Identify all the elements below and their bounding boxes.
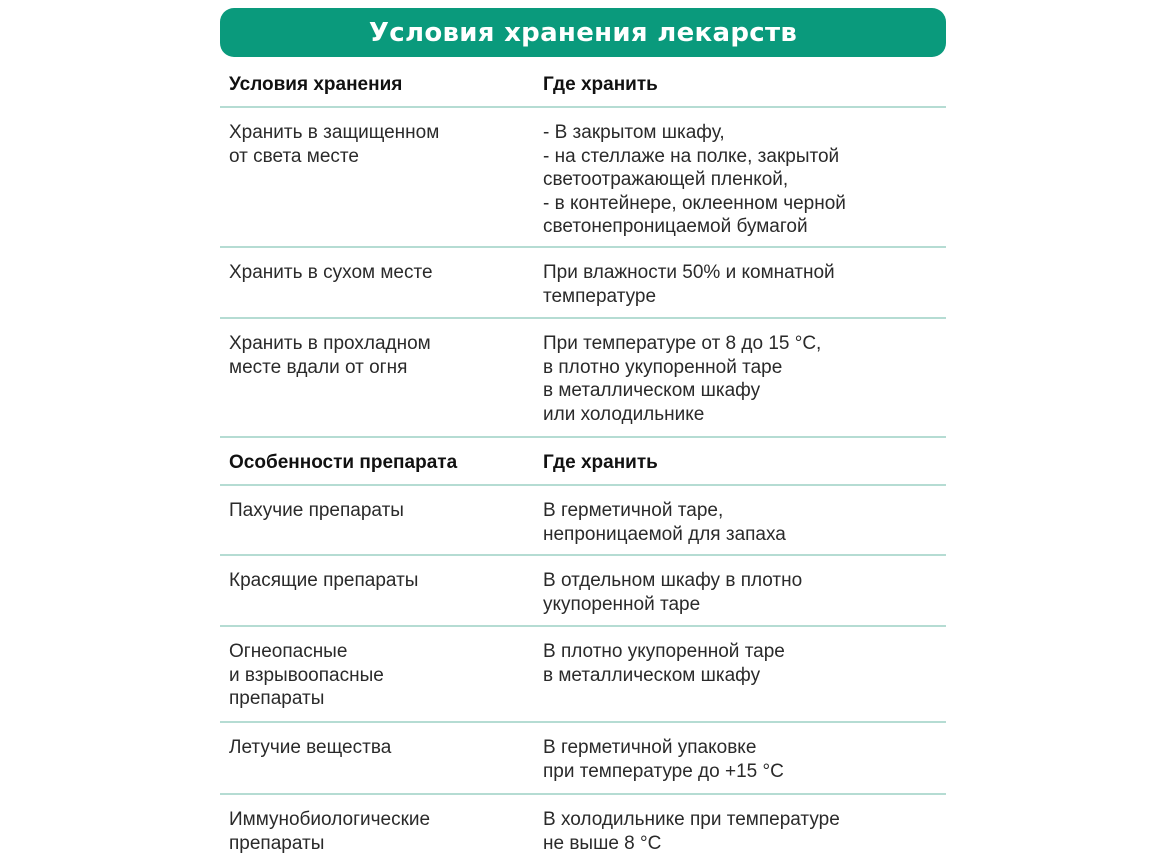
table-row (220, 486, 946, 556)
condition-cell-line: Хранить в прохладном (229, 333, 431, 354)
condition-cell-line: Летучие вещества (229, 737, 392, 758)
where-cell (533, 121, 946, 246)
condition-cell (220, 332, 533, 436)
where-cell (533, 332, 946, 436)
where-cell-line: или холодильнике (543, 403, 705, 425)
where-cell-line: В плотно укупоренной таре (543, 641, 785, 662)
where-cell (533, 640, 946, 721)
condition-cell-line: Хранить в защищенном (229, 122, 440, 143)
condition-cell (220, 808, 533, 864)
where-cell-line: в плотно укупоренной таре (543, 356, 783, 378)
table-row (220, 319, 946, 438)
where-cell-line: укупоренной таре (543, 593, 701, 615)
where-cell-line: - В закрытом шкафу, (543, 122, 725, 143)
where-cell-line: В герметичной упаковке (543, 737, 757, 758)
table-header-row (220, 438, 946, 486)
where-cell-line: При температуре от 8 до 15 °С, (543, 333, 822, 354)
where-cell (533, 261, 946, 317)
table-row (220, 627, 946, 723)
condition-cell (220, 121, 533, 246)
where-cell-line: В герметичной таре, (543, 500, 724, 521)
where-cell-line: не выше 8 °С (543, 832, 662, 854)
where-cell-line: - в контейнере, оклеенном черной (543, 192, 846, 214)
table-header-row (220, 60, 946, 108)
where-cell (533, 569, 946, 625)
where-cell-line: В холодильнике при температуре (543, 809, 840, 830)
table-row (220, 795, 946, 864)
storage-table (220, 60, 946, 864)
where-cell-line: при температуре до +15 °С (543, 760, 784, 782)
condition-cell-line: Хранить в сухом месте (229, 262, 433, 283)
where-cell (533, 736, 946, 793)
condition-cell-line: Огнеопасные (229, 641, 348, 662)
condition-cell-line: и взрывоопасные (229, 664, 384, 686)
table-row (220, 556, 946, 627)
where-cell-line: - на стеллаже на полке, закрытой (543, 145, 840, 167)
condition-cell (220, 261, 533, 317)
table-row (220, 248, 946, 319)
condition-cell (220, 736, 533, 793)
column-header-condition: Особенности препарата (229, 452, 458, 473)
where-cell (533, 808, 946, 864)
condition-cell-line: от света месте (229, 145, 359, 167)
column-header-condition: Условия хранения (229, 74, 403, 95)
condition-cell-line: препараты (229, 832, 325, 854)
condition-cell-line: Красящие препараты (229, 570, 419, 591)
condition-cell-line: препараты (229, 688, 325, 709)
condition-cell-line: Пахучие препараты (229, 500, 404, 521)
condition-cell (220, 499, 533, 554)
title-banner (220, 8, 946, 57)
where-cell-line: в металлическом шкафу (543, 380, 761, 401)
page-title: Условия хранения лекарств (368, 17, 798, 48)
where-cell-line: В отдельном шкафу в плотно (543, 570, 803, 591)
where-cell-line: в металлическом шкафу (543, 664, 761, 686)
table-row (220, 723, 946, 795)
condition-cell (220, 569, 533, 625)
condition-cell (220, 640, 533, 721)
column-header-where: Где хранить (543, 452, 658, 473)
where-cell-line: светонепроницаемой бумагой (543, 216, 808, 237)
where-cell-line: температуре (543, 285, 657, 307)
where-cell-line: светоотражающей пленкой, (543, 169, 789, 190)
where-cell (533, 499, 946, 554)
column-header-where: Где хранить (543, 74, 658, 95)
where-cell-line: непроницаемой для запаха (543, 523, 786, 545)
table-row (220, 108, 946, 248)
condition-cell-line: месте вдали от огня (229, 356, 408, 378)
condition-cell-line: Иммунобиологические (229, 809, 431, 830)
where-cell-line: При влажности 50% и комнатной (543, 262, 835, 283)
